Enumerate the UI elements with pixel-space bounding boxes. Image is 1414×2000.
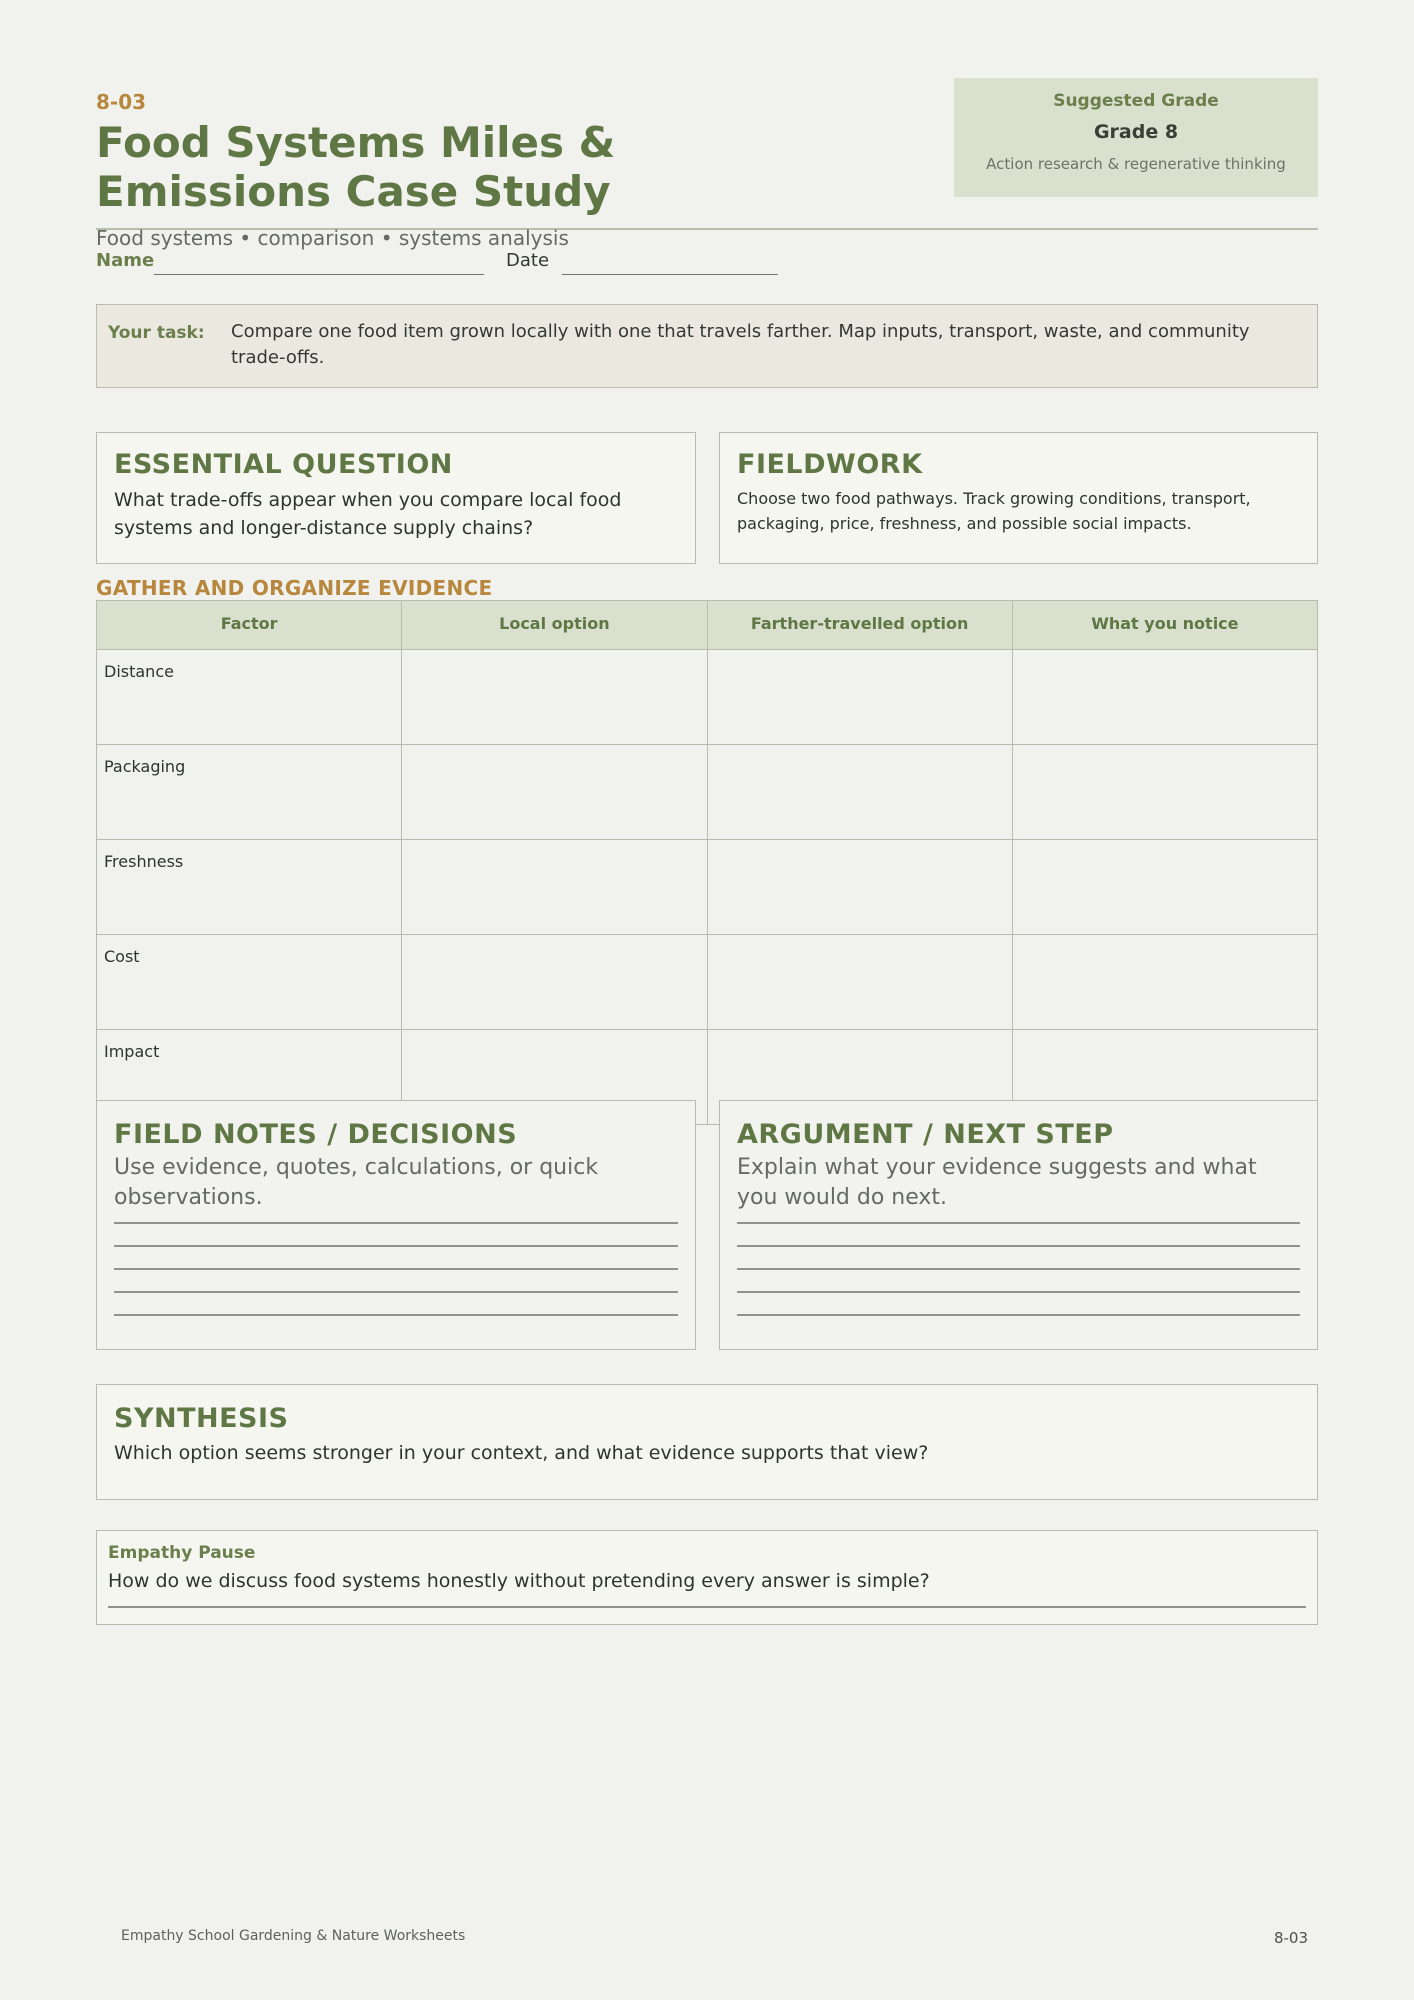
writing-line [114,1222,678,1224]
date-label: Date [506,250,550,271]
fieldwork-heading: FIELDWORK [737,449,923,480]
column-header: Factor [97,601,402,650]
empathy-pause-text: How do we discuss food systems honestly without pretending every answer is simple? [108,1570,930,1592]
synthesis-card[interactable] [96,1384,1318,1500]
grade-subtext: Action research & regenerative thinking [986,155,1286,173]
field-notes-card [96,1100,696,1350]
essential-question-heading: ESSENTIAL QUESTION [114,449,453,480]
answer-cell[interactable] [707,935,1012,1030]
answer-cell[interactable] [402,935,707,1030]
page-subtitle: Food systems • comparison • systems analysis [96,226,569,250]
writing-line [114,1291,678,1293]
field-notes-heading: FIELD NOTES / DECISIONS [114,1119,518,1150]
table-row [97,745,1318,840]
date-field[interactable] [562,274,778,275]
argument-writing-area[interactable] [737,1222,1300,1316]
fieldwork-card [719,432,1318,564]
writing-line [737,1314,1300,1316]
field-notes-writing-area[interactable] [114,1222,678,1316]
empathy-pause-label: Empathy Pause [108,1543,256,1563]
table-row [97,935,1318,1030]
answer-cell[interactable] [402,745,707,840]
answer-cell[interactable] [402,840,707,935]
writing-line [114,1245,678,1247]
grade-value: Grade 8 [1093,121,1179,143]
essential-question-card [96,432,696,564]
empathy-pause-card [96,1530,1318,1625]
column-header: Local option [402,601,707,650]
answer-cell[interactable] [707,840,1012,935]
column-header: What you notice [1012,601,1317,650]
factor-cell: Freshness [97,840,402,935]
answer-cell[interactable] [1012,745,1317,840]
writing-line [114,1314,678,1316]
factor-cell: Impact [97,1030,402,1125]
argument-prompt: Explain what your evidence suggests and what you would do next. [737,1155,1257,1210]
writing-line [737,1268,1300,1270]
evidence-table [96,600,1318,1125]
writing-line [737,1245,1300,1247]
essential-question-text: What trade-offs appear when you compare local food systems and longer-distance supply chains? [114,489,622,539]
worksheet-code: 8-03 [96,90,147,114]
name-label: Name [96,250,155,271]
synthesis-text: Which option seems stronger in your context, and what evidence supports that view? [114,1442,929,1464]
worksheet-page [96,0,1318,2000]
fieldwork-text: Choose two food pathways. Track growing conditions, transport, packaging, price, freshness, and possible social impacts. [737,489,1251,533]
answer-cell[interactable] [1012,840,1317,935]
synthesis-heading: SYNTHESIS [114,1403,289,1434]
grade-label: Suggested Grade [1053,91,1219,111]
field-notes-prompt: Use evidence, quotes, calculations, or quick observations. [114,1155,599,1210]
answer-cell[interactable] [1012,935,1317,1030]
grade-box [954,78,1318,197]
factor-cell: Packaging [97,745,402,840]
answer-cell[interactable] [402,650,707,745]
writing-line [114,1268,678,1270]
argument-heading: ARGUMENT / NEXT STEP [737,1119,1114,1150]
evidence-section-heading: GATHER AND ORGANIZE EVIDENCE [96,576,493,600]
answer-cell[interactable] [1012,650,1317,745]
table-row [97,840,1318,935]
writing-line [737,1222,1300,1224]
table-header-row [97,601,1318,650]
answer-cell[interactable] [707,650,1012,745]
factor-cell: Distance [97,650,402,745]
writing-line [737,1291,1300,1293]
name-field[interactable] [154,274,484,275]
factor-cell: Cost [97,935,402,1030]
task-label: Your task: [108,323,205,343]
task-text: Compare one food item grown locally with one that travels farther. Map inputs, transport, waste, and community trade-offs. [231,321,1250,368]
column-header: Farther-travelled option [707,601,1012,650]
writing-line[interactable] [108,1606,1306,1608]
footer-page-code: 8-03 [1273,1929,1308,1947]
task-box [96,304,1318,388]
footer-publisher: Empathy School Gardening & Nature Worksheets [121,1928,466,1944]
argument-card [719,1100,1318,1350]
page-title: Food Systems Miles & Emissions Case Study [96,118,616,216]
answer-cell[interactable] [707,745,1012,840]
table-row [97,650,1318,745]
